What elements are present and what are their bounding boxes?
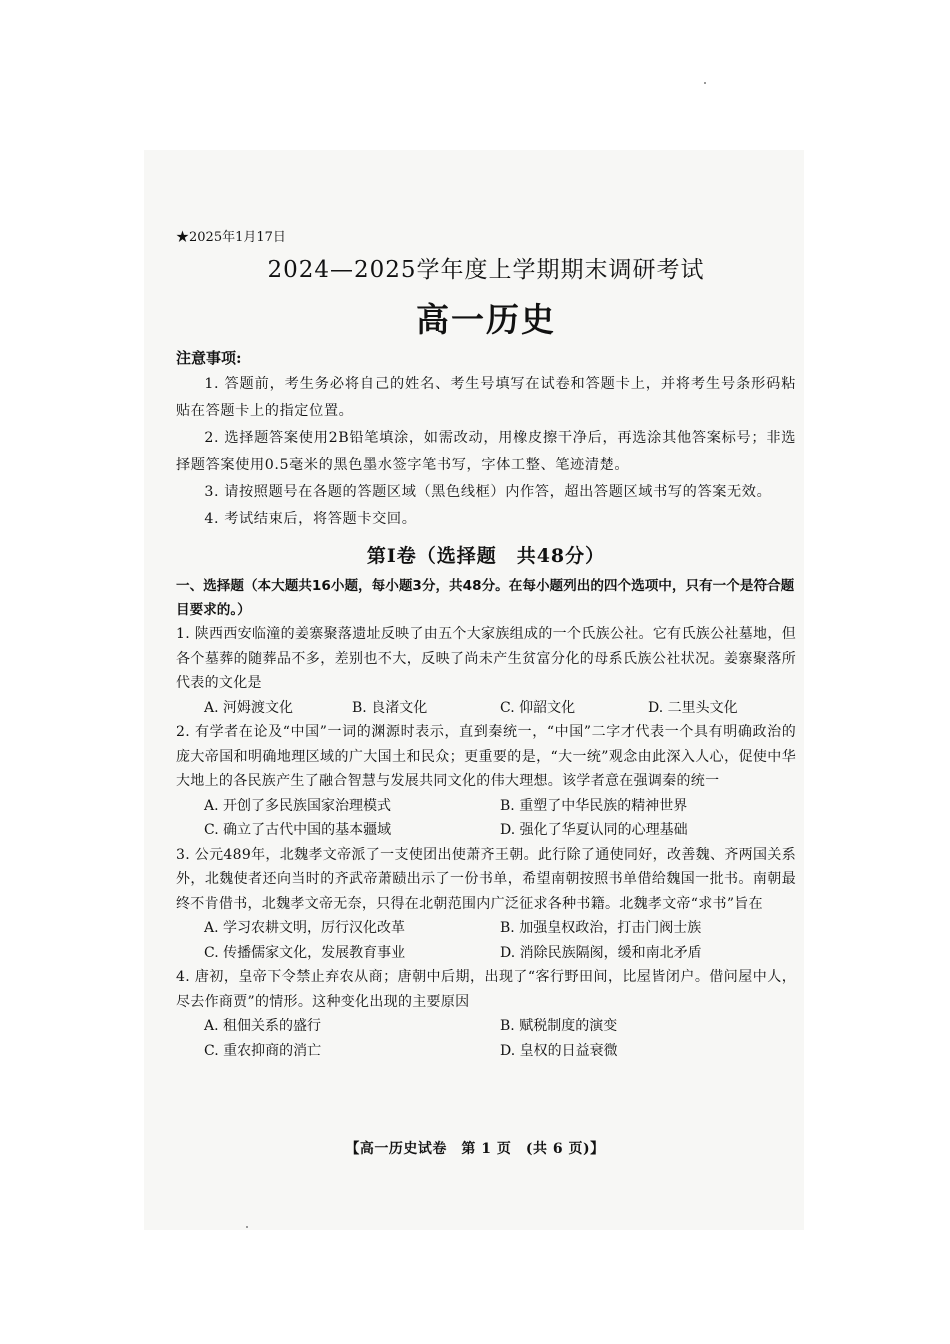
- scan-speck: [246, 1226, 248, 1228]
- notice-section: [176, 347, 796, 533]
- option-b: B. 重塑了中华民族的精神世界: [500, 797, 688, 814]
- page-footer: 【高一历史试卷 第 1 页 (共 6 页)】: [345, 1141, 605, 1157]
- option-c: C. 确立了古代中国的基本疆域: [204, 822, 392, 838]
- option-b: B. 良渚文化: [352, 699, 428, 716]
- question-2-options: [176, 794, 796, 843]
- option-b: B. 赋税制度的演变: [500, 1018, 618, 1034]
- notice-item: 1. 答题前，考生务必将自己的姓名、考生号填写在试卷和答题卡上，并将考生号条形码粘贴在答题卡上的指定位置。: [176, 376, 796, 419]
- exam-page: [176, 226, 796, 1063]
- exam-title: 2024—2025学年度上学期期末调研考试: [267, 257, 705, 283]
- question-4-stem: 4. 唐初，皇帝下令禁止弃农从商；唐朝中后期，出现了“客行野田间，比屋皆闭户。借问屋中人，尽去作商贾”的情形。这种变化出现的主要原因: [176, 969, 796, 1010]
- question-4-options: [176, 1014, 796, 1063]
- notice-item: 4. 考试结束后，将答题卡交回。: [204, 511, 417, 527]
- option-d: D. 皇权的日益衰微: [500, 1042, 618, 1059]
- notice-heading: 注意事项:: [176, 349, 242, 367]
- option-a: A. 学习农耕文明，厉行汉化改革: [204, 920, 406, 936]
- subject-title: 高一历史: [416, 300, 556, 339]
- option-a: A. 租佃关系的盛行: [204, 1018, 322, 1034]
- option-d: D. 二里头文化: [648, 699, 738, 716]
- notice-item: 3. 请按照题号在各题的答题区域（黑色线框）内作答，超出答题区域书写的答案无效。: [204, 484, 772, 500]
- option-b: B. 加强皇权政治，打击门阀士族: [500, 920, 702, 936]
- section-title: 第Ⅰ卷（选择题 共48分）: [366, 545, 606, 567]
- option-a: A. 开创了多民族国家治理模式: [204, 797, 392, 814]
- scan-speck: [704, 82, 706, 84]
- option-c: C. 重农抑商的消亡: [204, 1042, 322, 1059]
- section-instruction: 一、选择题（本大题共16小题，每小题3分，共48分。在每小题列出的四个选项中，只有一个是符合题目要求的。）: [176, 578, 795, 618]
- question-1-stem: 1. 陕西西安临潼的姜寨聚落遗址反映了由五个大家族组成的一个氏族公社。它有氏族公社墓地，但各个墓葬的随葬品不多，差别也不大，反映了尚未产生贫富分化的母系氏族公社状况。姜寨聚落所代表的文化是: [176, 626, 796, 691]
- exam-date: ★2025年1月17日: [176, 230, 286, 245]
- option-a: A. 河姆渡文化: [204, 699, 294, 716]
- question-3-options: [176, 916, 796, 965]
- notice-item: 2. 选择题答案使用2B铅笔填涂，如需改动，用橡皮擦干净后，再选涂其他答案标号；非选择题答案使用0.5毫米的黑色墨水签字笔书写，字体工整、笔迹清楚。: [176, 430, 796, 473]
- option-d: D. 强化了华夏认同的心理基础: [500, 822, 688, 838]
- question-2-stem: 2. 有学者在论及“中国”一词的渊源时表示，直到秦统一，“中国”二字才代表一个具有明确政治的庞大帝国和明确地理区域的广大国土和民众；更重要的是，“大一统”观念由此深入人心，促使中华大地上的各民族产生了融合智慧与发展共同文化的伟大理想。该学者意在强调秦的统一: [176, 724, 796, 789]
- option-c: C. 传播儒家文化，发展教育事业: [204, 944, 406, 961]
- option-d: D. 消除民族隔阂，缓和南北矛盾: [500, 944, 702, 961]
- option-c: C. 仰韶文化: [500, 699, 576, 716]
- question-3-stem: 3. 公元489年，北魏孝文帝派了一支使团出使萧齐王朝。此行除了通使同好，改善魏、齐两国关系外，北魏使者还向当时的齐武帝萧赜出示了一份书单，希望南朝按照书单借给魏国一批书。南朝最终不肯借书，北魏孝文帝无奈，只得在北朝范围内广泛征求各种书籍。北魏孝文帝“求书”旨在: [176, 846, 796, 912]
- question-1-options: [176, 696, 796, 721]
